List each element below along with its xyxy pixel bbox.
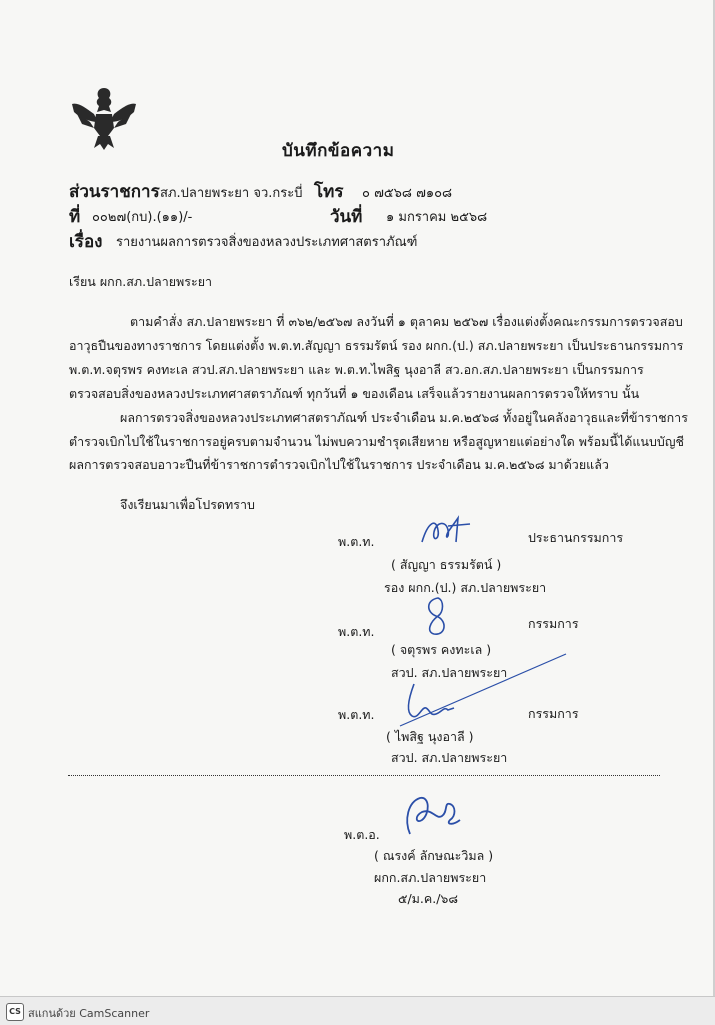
camscanner-icon: CS: [6, 1003, 24, 1021]
para1-line3: พ.ต.ท.จตุรพร คงทะเล สวป.สภ.ปลายพระยา และ พ.ต.ท.ไพสิฐ นุงอาลี สว.อก.สภ.ปลายพระยา เป็นกรรมการ: [69, 362, 644, 377]
sig3-rank: พ.ต.ท.: [338, 707, 375, 722]
sig1-signature: [418, 512, 478, 552]
sig2-signature: [418, 592, 458, 642]
para1-line2: อาวุธปืนของทางราชการ โดยแต่งตั้ง พ.ต.ท.สัญญา ธรรมรัตน์ รอง ผกก.(ป.) สภ.ปลายพระยา เป็นประธานกรรมการ: [69, 338, 684, 353]
doc-number-value: ๐๐๒๗(กบ).(๑๑)/-: [92, 210, 193, 225]
para1-line1: ตามคำสั่ง สภ.ปลายพระยา ที่ ๓๖๒/๒๕๖๗ ลงวันที่ ๑ ตุลาคม ๒๕๖๗ เรื่องแต่งตั้งคณะกรรมการตรวจสอบ: [130, 314, 683, 329]
date-label: วันที่: [330, 207, 363, 227]
subject-value: รายงานผลการตรวจสิ่งของหลวงประเภทศาสตราภัณฑ์: [116, 235, 418, 250]
approver-rank: พ.ต.อ.: [344, 827, 380, 842]
memo-title: บันทึกข้อความ: [282, 141, 395, 161]
date-value: ๑ มกราคม ๒๕๖๘: [386, 210, 488, 225]
para2-line2: ตำรวจเบิกไปใช้ในราชการอยู่ครบตามจำนวน ไม่พบความชำรุดเสียหาย หรือสูญหายแต่อย่างใด พร้อมนี้ได้แนบบัญชี: [69, 434, 684, 449]
para2-line1: ผลการตรวจสิ่งของหลวงประเภทศาสตราภัณฑ์ ประจำเดือน ม.ค.๒๕๖๘ ทั้งอยู่ในคลังอาวุธและที่ข้าราชการ: [120, 410, 688, 425]
closing-line: จึงเรียนมาเพื่อโปรดทราบ: [120, 497, 255, 512]
scanner-footer: [0, 996, 715, 1025]
approver-signature: [400, 790, 470, 840]
dept-value: สภ.ปลายพระยา จว.กระบี่: [160, 186, 303, 201]
sig1-rank: พ.ต.ท.: [338, 534, 375, 549]
scanner-text: สแกนด้วย CamScanner: [28, 1007, 150, 1020]
subject-label: เรื่อง: [69, 232, 103, 252]
phone-value: ๐ ๗๕๖๘ ๗๑๐๘: [362, 186, 453, 201]
sig1-name: ( สัญญา ธรรมรัตน์ ): [391, 557, 502, 572]
phone-label: โทร: [314, 182, 344, 202]
sig3-position: สวป. สภ.ปลายพระยา: [391, 750, 508, 765]
para1-line4: ตรวจสอบสิ่งของหลวงประเภทศาสตราภัณฑ์ ทุกวันที่ ๑ ของเดือน เสร็จแล้วรายงานผลการตรวจให้ทราบ นั้น: [69, 386, 640, 401]
salutation: เรียน ผกก.สภ.ปลายพระยา: [69, 274, 213, 289]
sig2-name: ( จตุรพร คงทะเล ): [391, 642, 492, 657]
garuda-emblem-icon: [68, 82, 140, 154]
sig2-position: สวป. สภ.ปลายพระยา: [391, 665, 508, 680]
sig2-role: กรรมการ: [528, 616, 579, 631]
para2-line3: ผลการตรวจสอบอาวะปืนที่ข้าราชการตำรวจเบิกไปใช้ในราชการ ประจำเดือน ม.ค.๒๕๖๘ มาด้วยแล้ว: [69, 457, 609, 472]
approver-name: ( ณรงค์ ลักษณะวิมล ): [374, 848, 494, 863]
approver-position: ผกก.สภ.ปลายพระยา: [374, 870, 487, 885]
doc-number-label: ที่: [69, 207, 81, 227]
sig1-role: ประธานกรรมการ: [528, 530, 624, 545]
dept-label: ส่วนราชการ: [69, 182, 160, 202]
sig2-rank: พ.ต.ท.: [338, 624, 375, 639]
sig3-role: กรรมการ: [528, 706, 579, 721]
sig3-name: ( ไพสิฐ นุงอาลี ): [386, 729, 474, 744]
sig1-position: รอง ผกก.(ป.) สภ.ปลายพระยา: [384, 580, 547, 595]
approver-date: ๕/ม.ค./๖๘: [398, 891, 459, 906]
divider-dotted: [68, 775, 660, 776]
